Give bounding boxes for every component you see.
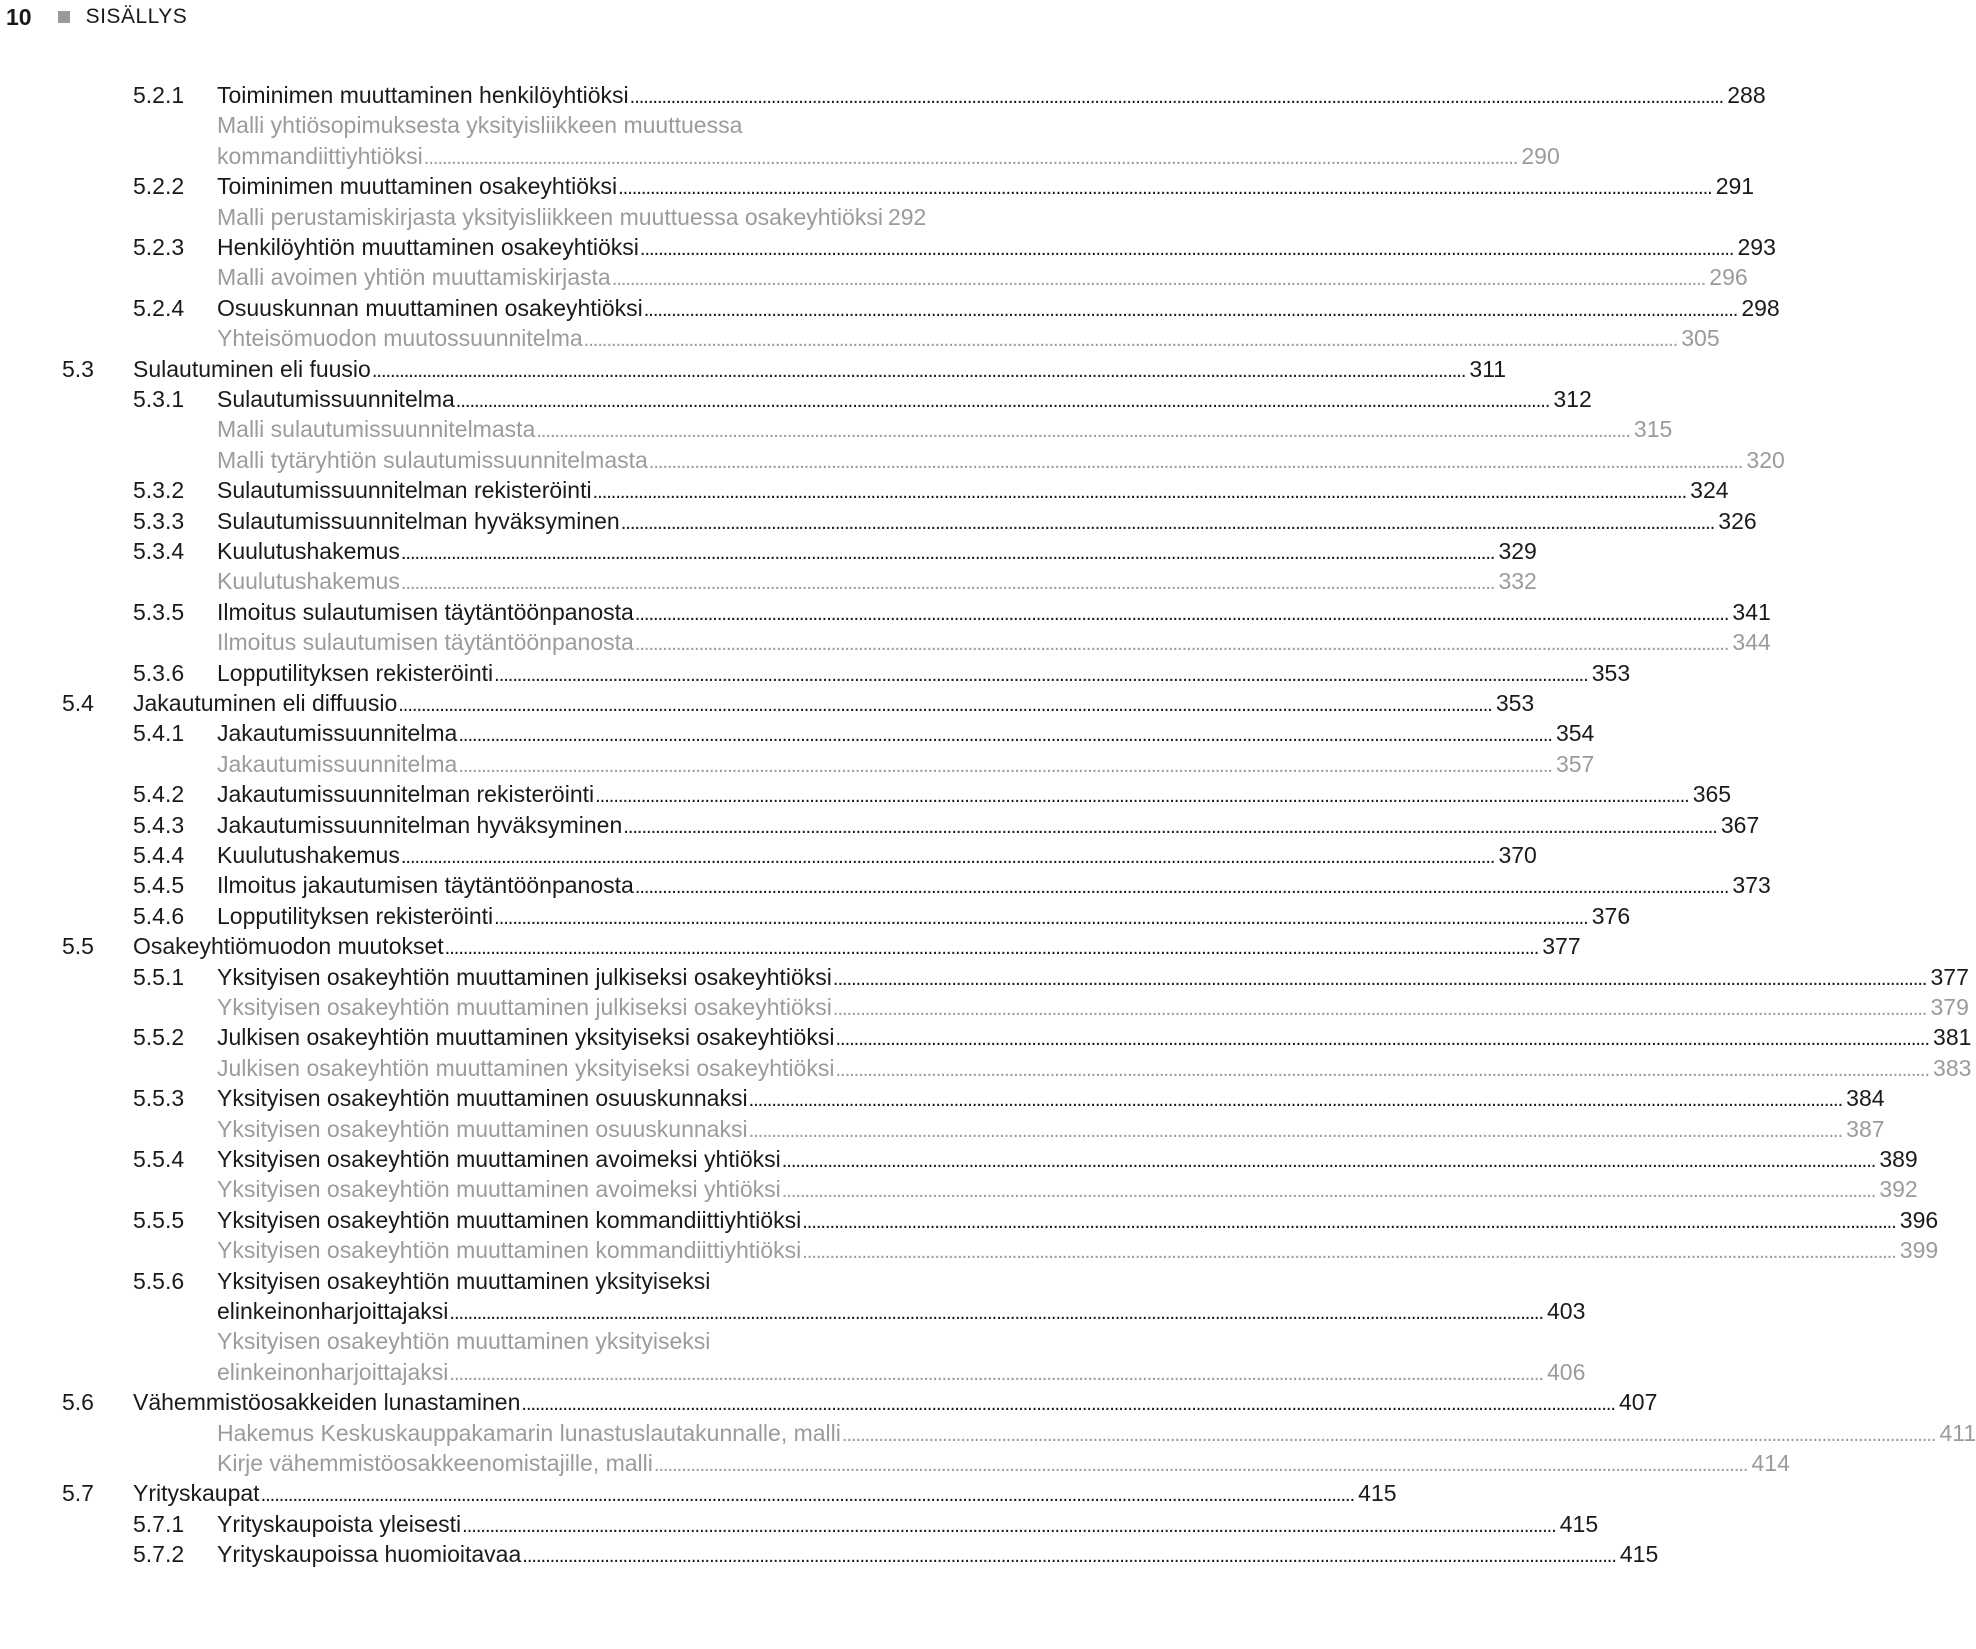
dot-leader: ................................................................................................................................................................................................................................................ <box>634 876 1729 899</box>
dot-leader: ................................................................................................................................................................................................................................................ <box>449 1362 1544 1385</box>
toc-entry-page: 411 <box>1939 1419 1976 1446</box>
toc-entry-number: 5.3.2 <box>133 477 185 504</box>
toc-entry[interactable] <box>0 293 1780 324</box>
toc-entry-page: 392 <box>1879 1176 1918 1203</box>
toc-entry-title: Kuulutushakemus <box>217 568 400 595</box>
toc-entry-page: 370 <box>1498 842 1537 868</box>
dot-leader: ................................................................................................................................................................................................................................................ <box>748 1089 1843 1112</box>
toc-entry-page: 292 <box>887 203 927 230</box>
toc-entry-page: 373 <box>1732 872 1771 899</box>
toc-entry-title: Osakeyhtiömuodon muutokset <box>133 933 444 960</box>
toc-entry-page: 288 <box>1727 82 1766 108</box>
dot-leader: ................................................................................................................................................................................................................................................ <box>748 1119 1843 1142</box>
toc-entry-page: 387 <box>1846 1115 1885 1142</box>
toc-entry-page: 415 <box>1559 1510 1599 1537</box>
toc-entry-title: kommandiittiyhtiöksi <box>217 142 423 169</box>
dot-leader: ................................................................................................................................................................................................................................................ <box>398 694 1492 716</box>
toc-entry[interactable] <box>0 232 1776 263</box>
dot-leader: ................................................................................................................................................................................................................................................ <box>832 967 1927 990</box>
dot-leader: ................................................................................................................................................................................................................................................ <box>618 177 1712 200</box>
toc-entry[interactable] <box>0 597 1771 628</box>
toc-entry-title: Ilmoitus sulautumisen täytäntöönpanosta <box>217 598 634 625</box>
toc-entry-number: 5.3 <box>62 355 94 382</box>
toc-entry-title: Yrityskaupoissa huomioitavaa <box>217 1541 522 1568</box>
dot-leader: ................................................................................................................................................................................................................................................ <box>449 1302 1544 1324</box>
toc-entry-page: 389 <box>1879 1146 1918 1172</box>
dot-leader: ................................................................................................................................................................................................................................................ <box>841 1423 1936 1446</box>
toc-entry-page: 315 <box>1633 416 1673 443</box>
toc-entry-page: 377 <box>1542 933 1581 960</box>
toc-entry-page: 344 <box>1732 629 1771 656</box>
dot-leader: ................................................................................................................................................................................................................................................ <box>802 1210 1896 1233</box>
toc-template-entry[interactable] <box>0 1235 1939 1266</box>
toc-entry-number: 5.4 <box>62 690 94 716</box>
toc-entry-number: 5.7.1 <box>133 1510 185 1537</box>
toc-template-entry[interactable] <box>0 627 1771 658</box>
toc-entry-title: Jakautumissuunnitelma <box>217 750 458 777</box>
header-square-marker <box>58 11 70 23</box>
toc-entry-title: Jakautumissuunnitelma <box>217 720 458 747</box>
toc-entry-page: 326 <box>1718 507 1757 534</box>
toc-entry[interactable] <box>0 354 1507 385</box>
dot-leader: ................................................................................................................................................................................................................................................ <box>400 542 1495 564</box>
dot-leader: ................................................................................................................................................................................................................................................ <box>592 481 1687 504</box>
toc-entry-title: Yhteisömuodon muutossuunnitelma <box>217 325 583 352</box>
toc-entry-title: Yksityisen osakeyhtiön muuttaminen julkiseksi osakeyhtiöksi <box>217 994 832 1020</box>
dot-leader: ................................................................................................................................................................................................................................................ <box>835 1028 1930 1051</box>
toc-entry-title: Malli yhtiösopimuksesta yksityisliikkeen muuttuessa <box>217 112 743 139</box>
dot-leader: ................................................................................................................................................................................................................................................ <box>781 1150 1876 1172</box>
toc-entry[interactable] <box>0 536 1537 567</box>
toc-template-entry[interactable] <box>0 992 1969 1023</box>
toc-entry-page: 291 <box>1715 173 1755 200</box>
toc-template-entry[interactable] <box>0 1114 1885 1145</box>
toc-entry-title: Vähemmistöosakkeiden lunastaminen <box>133 1389 521 1416</box>
toc-entry-page: 396 <box>1899 1206 1939 1233</box>
toc-entry[interactable] <box>0 779 1732 810</box>
dot-leader: ................................................................................................................................................................................................................................................ <box>639 238 1734 260</box>
toc-entry-page: 383 <box>1933 1054 1972 1081</box>
toc-entry-title: Kirje vähemmistöosakkeenomistajille, malli <box>217 1450 653 1476</box>
toc-template-entry[interactable] <box>0 1418 1976 1449</box>
toc-entry-page: 298 <box>1741 294 1780 321</box>
dot-leader: ................................................................................................................................................................................................................................................ <box>802 1241 1896 1264</box>
toc-entry-page: 407 <box>1618 1389 1658 1416</box>
toc-entry-page: 305 <box>1681 325 1720 352</box>
dot-leader: ................................................................................................................................................................................................................................................ <box>462 1514 1556 1537</box>
toc-entry[interactable] <box>0 718 1595 749</box>
toc-template-entry[interactable] <box>0 141 1560 172</box>
dot-leader: ................................................................................................................................................................................................................................................ <box>400 572 1495 595</box>
dot-leader: ................................................................................................................................................................................................................................................ <box>536 420 1630 443</box>
toc-entry-page: 384 <box>1846 1085 1885 1112</box>
toc-entry-number: 5.3.1 <box>133 386 185 412</box>
toc-entry[interactable] <box>0 1205 1939 1236</box>
toc-entry-title: Yksityisen osakeyhtiön muuttaminen kommandiittiyhtiöksi <box>217 1237 802 1264</box>
toc-entry-number: 5.2.4 <box>133 294 185 321</box>
toc-entry-title: Yksityisen osakeyhtiön muuttaminen julkiseksi osakeyhtiöksi <box>217 963 832 990</box>
dot-leader: ................................................................................................................................................................................................................................................ <box>521 1393 1615 1416</box>
toc-entry-page: 353 <box>1495 690 1535 716</box>
toc-entry-page: 332 <box>1498 568 1537 595</box>
toc-template-entry[interactable] <box>0 1174 1918 1205</box>
toc-entry-page: 379 <box>1930 994 1969 1020</box>
toc-entry-title: Sulautumissuunnitelman rekisteröinti <box>217 477 592 504</box>
toc-entry-page: 399 <box>1899 1237 1939 1264</box>
toc-entry-page: 403 <box>1547 1298 1586 1324</box>
dot-leader: ................................................................................................................................................................................................................................................ <box>444 937 1539 960</box>
toc-entry-number: 5.5.5 <box>133 1206 185 1233</box>
toc-entry-title: Ilmoitus sulautumisen täytäntöönpanosta <box>217 629 634 656</box>
dot-leader: ................................................................................................................................................................................................................................................ <box>494 906 1588 929</box>
dot-leader: ................................................................................................................................................................................................................................................ <box>781 1180 1876 1203</box>
toc-entry-page: 354 <box>1555 720 1595 747</box>
dot-leader: ................................................................................................................................................................................................................................................ <box>653 1454 1748 1476</box>
toc-entry[interactable] <box>0 870 1771 901</box>
toc-entry-number: 5.3.3 <box>133 507 185 534</box>
toc-entry-title: Lopputilityksen rekisteröinti <box>217 902 494 929</box>
dot-leader: ................................................................................................................................................................................................................................................ <box>455 390 1550 412</box>
dot-leader: ................................................................................................................................................................................................................................................ <box>620 511 1715 534</box>
toc-entry[interactable] <box>0 80 1766 111</box>
toc-entry-title: Yksityisen osakeyhtiön muuttaminen yksityiseksi <box>217 1328 711 1355</box>
toc-entry-title: Yrityskaupat <box>133 1480 260 1507</box>
toc-entry-title: Hakemus Keskuskauppakamarin lunastuslautakunnalle, malli <box>217 1419 841 1446</box>
toc-entry-number: 5.5.3 <box>133 1085 185 1112</box>
toc-entry-title: Yksityisen osakeyhtiön muuttaminen avoimeksi yhtiöksi <box>217 1146 781 1172</box>
dot-leader: ................................................................................................................................................................................................................................................ <box>423 146 1518 169</box>
toc-template-entry[interactable] <box>0 749 1595 780</box>
toc-entry[interactable] <box>0 1478 1397 1509</box>
toc-template-entry[interactable] <box>0 445 1785 476</box>
toc-entry-number: 5.2.2 <box>133 173 185 200</box>
toc-entry-page: 381 <box>1933 1024 1972 1051</box>
toc-entry-title: Osuuskunnan muuttaminen osakeyhtiöksi <box>217 294 643 321</box>
dot-leader: ................................................................................................................................................................................................................................................ <box>835 1058 1930 1081</box>
toc-entry-number: 5.4.5 <box>133 872 185 899</box>
toc-template-entry[interactable] <box>0 110 960 141</box>
dot-leader: ................................................................................................................................................................................................................................................ <box>629 86 1724 108</box>
toc-entry-number: 5.4.1 <box>133 720 185 747</box>
toc-entry-page: 296 <box>1709 264 1748 291</box>
section-title: SISÄLLYS <box>85 5 188 28</box>
dot-leader: ................................................................................................................................................................................................................................................ <box>371 359 1466 382</box>
toc-entry-page: 415 <box>1619 1541 1659 1568</box>
toc-entry-page: 376 <box>1591 902 1631 929</box>
toc-template-entry[interactable] <box>0 1357 1586 1388</box>
toc-entry-number: 5.7 <box>62 1480 94 1507</box>
toc-entry-number: 5.5 <box>62 933 94 960</box>
toc-entry-number: 5.4.2 <box>133 781 185 808</box>
toc-entry[interactable] <box>0 384 1592 415</box>
toc-entry-title: Toiminimen muuttaminen osakeyhtiöksi <box>217 173 618 200</box>
toc-entry[interactable] <box>0 1509 1599 1540</box>
dot-leader: ................................................................................................................................................................................................................................................ <box>494 663 1588 686</box>
toc-entry[interactable] <box>0 1083 1885 1114</box>
toc-template-entry[interactable] <box>0 202 960 233</box>
toc-entry-page: 311 <box>1469 355 1507 382</box>
dot-leader: ................................................................................................................................................................................................................................................ <box>634 633 1729 656</box>
toc-entry-title: Yksityisen osakeyhtiön muuttaminen avoimeksi yhtiöksi <box>217 1176 781 1203</box>
toc-entry-title: Ilmoitus jakautumisen täytäntöönpanosta <box>217 872 634 899</box>
toc-entry-page: 357 <box>1555 750 1595 777</box>
toc-entry[interactable] <box>0 1539 1659 1570</box>
toc-template-entry[interactable] <box>0 1053 1972 1084</box>
toc-entry-title: Kuulutushakemus <box>217 538 400 564</box>
toc-entry-title: Yrityskaupoista yleisesti <box>217 1510 462 1537</box>
toc-entry-title: Jakautuminen eli diffuusio <box>133 690 398 716</box>
dot-leader: ................................................................................................................................................................................................................................................ <box>260 1484 1355 1507</box>
toc-entry-page: 406 <box>1547 1358 1586 1385</box>
toc-entry[interactable] <box>0 1022 1972 1053</box>
toc-entry-page: 341 <box>1732 598 1771 625</box>
dot-leader: ................................................................................................................................................................................................................................................ <box>458 724 1552 747</box>
toc-entry[interactable] <box>0 810 1760 841</box>
toc-template-entry[interactable] <box>0 1326 960 1357</box>
toc-entry-title: Yksityisen osakeyhtiön muuttaminen osuuskunnaksi <box>217 1085 748 1112</box>
toc-entry-title: Henkilöyhtiön muuttaminen osakeyhtiöksi <box>217 234 639 260</box>
toc-entry-number: 5.5.4 <box>133 1146 185 1172</box>
toc-entry-page: 415 <box>1358 1480 1397 1507</box>
dot-leader: ................................................................................................................................................................................................................................................ <box>522 1545 1616 1568</box>
toc-entry[interactable] <box>0 931 1581 962</box>
toc-entry[interactable] <box>0 171 1755 202</box>
toc-entry-title: Yksityisen osakeyhtiön muuttaminen osuuskunnaksi <box>217 1115 748 1142</box>
toc-entry-title: Julkisen osakeyhtiön muuttaminen yksityiseksi osakeyhtiöksi <box>217 1054 835 1081</box>
toc-entry-title: Yksityisen osakeyhtiön muuttaminen yksityiseksi <box>217 1267 711 1294</box>
toc-entry-title: Toiminimen muuttaminen henkilöyhtiöksi <box>217 82 629 108</box>
toc-entry-title: Kuulutushakemus <box>217 842 400 868</box>
dot-leader: ................................................................................................................................................................................................................................................ <box>595 785 1689 808</box>
dot-leader: ................................................................................................................................................................................................................................................ <box>623 815 1717 838</box>
toc-entry[interactable] <box>0 840 1537 871</box>
dot-leader: ................................................................................................................................................................................................................................................ <box>634 602 1729 625</box>
toc-entry-page: 365 <box>1692 781 1732 808</box>
toc-entry-number: 5.3.4 <box>133 538 185 564</box>
toc-template-entry[interactable] <box>0 323 1720 354</box>
toc-entry[interactable] <box>0 506 1757 537</box>
toc-entry-number: 5.5.1 <box>133 963 185 990</box>
toc-entry-number: 5.6 <box>62 1389 94 1416</box>
toc-entry[interactable] <box>0 658 1631 689</box>
toc-entry-number: 5.4.3 <box>133 811 185 838</box>
toc-entry[interactable] <box>0 962 1969 993</box>
toc-entry[interactable] <box>0 1296 1586 1327</box>
page-number: 10 <box>6 3 32 30</box>
toc-entry-title: Jakautumissuunnitelman rekisteröinti <box>217 781 595 808</box>
toc-template-entry[interactable] <box>0 566 1537 597</box>
toc-entry-title: Malli avoimen yhtiön muuttamiskirjasta <box>217 264 611 291</box>
toc-entry-number: 5.4.6 <box>133 902 185 929</box>
toc-entry-page: 353 <box>1591 659 1631 686</box>
toc-entry[interactable] <box>0 475 1729 506</box>
toc-entry-page: 312 <box>1553 386 1592 412</box>
dot-leader: ................................................................................................................................................................................................................................................ <box>400 846 1495 868</box>
toc-entry-title: Lopputilityksen rekisteröinti <box>217 659 494 686</box>
toc-entry-title: elinkeinonharjoittajaksi <box>217 1298 449 1324</box>
toc-entry-number: 5.3.6 <box>133 659 185 686</box>
toc-entry-number: 5.5.6 <box>133 1267 185 1294</box>
toc-entry-number: 5.7.2 <box>133 1541 185 1568</box>
toc-entry-page: 320 <box>1746 446 1785 473</box>
toc-entry-title: Julkisen osakeyhtiön muuttaminen yksityiseksi osakeyhtiöksi <box>217 1024 835 1051</box>
toc-entry-page: 367 <box>1720 811 1760 838</box>
toc-entry[interactable] <box>0 1387 1658 1418</box>
toc-entry-page: 414 <box>1751 1450 1790 1476</box>
toc-entry-title: Sulautuminen eli fuusio <box>133 355 371 382</box>
toc-entry[interactable] <box>0 1266 960 1297</box>
toc-template-entry[interactable] <box>0 414 1673 445</box>
toc-entry-title: elinkeinonharjoittajaksi <box>217 1358 449 1385</box>
dot-leader: ................................................................................................................................................................................................................................................ <box>583 329 1678 352</box>
toc-entry-page: 293 <box>1737 234 1776 260</box>
page-header <box>6 0 187 34</box>
toc-entry-number: 5.4.4 <box>133 842 185 868</box>
toc-entry-page: 324 <box>1690 477 1729 504</box>
toc-entry-title: Yksityisen osakeyhtiön muuttaminen kommandiittiyhtiöksi <box>217 1206 802 1233</box>
toc-entry[interactable] <box>0 688 1535 719</box>
toc-template-entry[interactable] <box>0 1448 1790 1479</box>
toc-entry[interactable] <box>0 901 1631 932</box>
dot-leader: ................................................................................................................................................................................................................................................ <box>648 450 1743 473</box>
toc-entry-number: 5.2.1 <box>133 82 185 108</box>
dot-leader: ................................................................................................................................................................................................................................................ <box>643 298 1738 321</box>
toc-entry-number: 5.5.2 <box>133 1024 185 1051</box>
toc-entry-title: Malli sulautumissuunnitelmasta <box>217 416 536 443</box>
toc-entry-number: 5.2.3 <box>133 234 185 260</box>
dot-leader: ................................................................................................................................................................................................................................................ <box>832 998 1927 1020</box>
toc-entry-number: 5.3.5 <box>133 598 185 625</box>
dot-leader: ................................................................................................................................................................................................................................................ <box>458 754 1552 777</box>
toc-entry[interactable] <box>0 1144 1918 1175</box>
toc-entry-title: Sulautumissuunnitelman hyväksyminen <box>217 507 620 534</box>
toc-entry-page: 290 <box>1521 142 1560 169</box>
toc-entry-page: 329 <box>1498 538 1537 564</box>
toc-entry-page: 377 <box>1930 963 1969 990</box>
toc-entry-title: Malli perustamiskirjasta yksityisliikkeen muuttuessa osakeyhtiöksi <box>217 203 883 230</box>
toc-entry-title: Sulautumissuunnitelma <box>217 386 455 412</box>
toc-entry-title: Jakautumissuunnitelman hyväksyminen <box>217 811 623 838</box>
toc-template-entry[interactable] <box>0 262 1748 293</box>
toc-entry-title: Malli tytäryhtiön sulautumissuunnitelmasta <box>217 446 648 473</box>
dot-leader: ................................................................................................................................................................................................................................................ <box>611 268 1706 291</box>
